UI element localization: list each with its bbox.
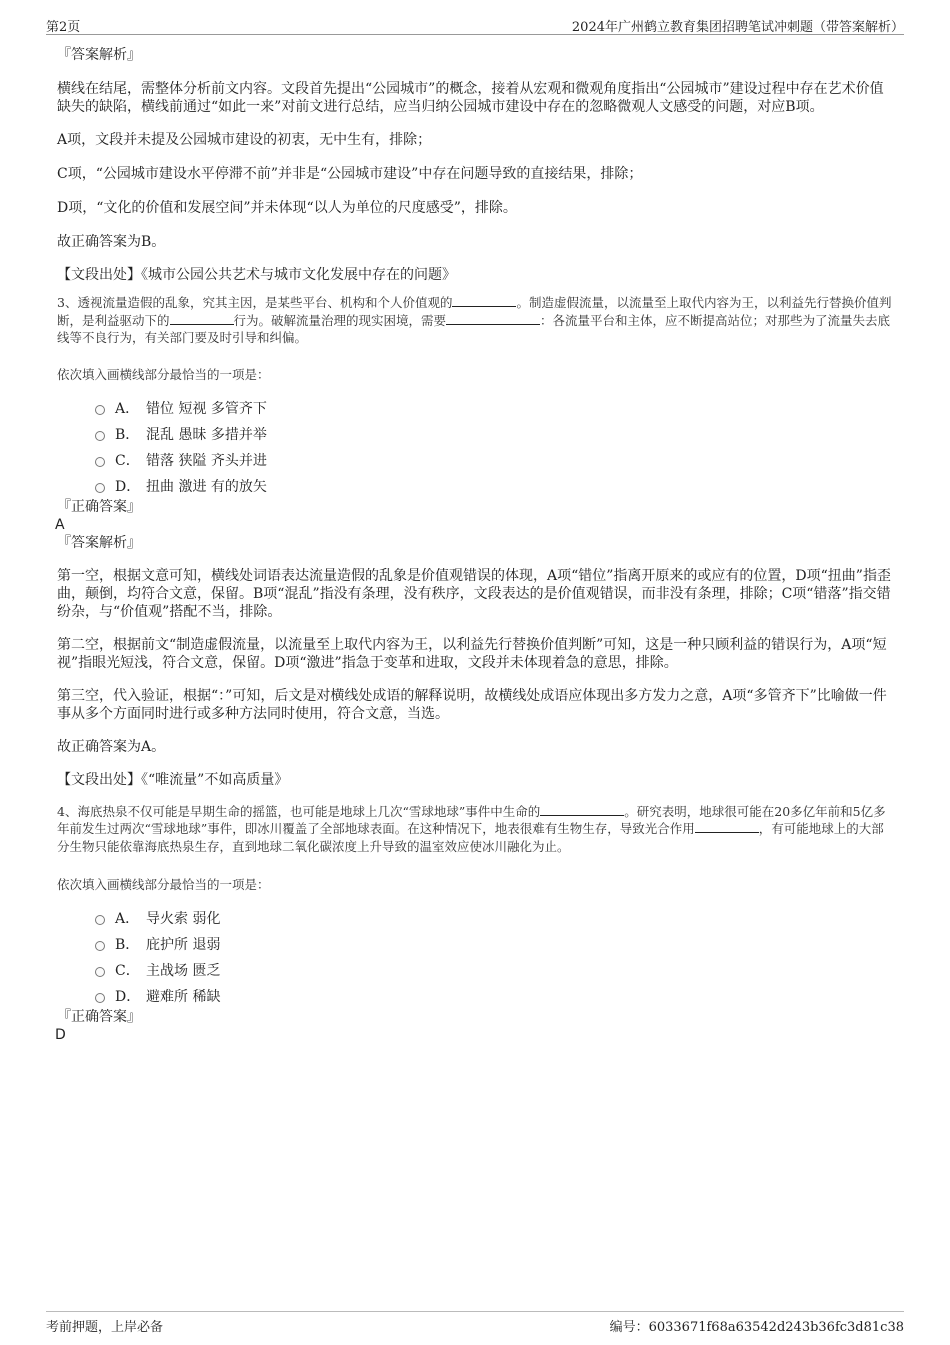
q4-prompt: 依次填入画横线部分最恰当的一项是：	[57, 877, 270, 892]
q2-analysis-title: 『答案解析』	[57, 47, 141, 63]
radio-button-icon[interactable]	[95, 993, 105, 1003]
radio-button-icon[interactable]	[95, 967, 105, 977]
footer-slogan: 考前押题，上岸必备	[46, 1320, 164, 1335]
q4-option-d[interactable]: D． 避难所 稀缺	[57, 988, 895, 1014]
q3-analysis-para: 第一空，根据文意可知，横线处词语表达流量造假的乱象是价值观错误的体现，A项“错位”指离开原来的或应有的位置，D项“扭曲”指歪曲，颠倒，均符合文意，保留。B项“混乱”指没有条理，没有秩序，文段表达的是价值观错误，而非没有条理，排除；C项“错落”指交错纷杂，与“价值观”搭配不当，排除。	[57, 567, 891, 620]
blank-line	[452, 295, 516, 307]
blank-line	[170, 313, 234, 325]
q3-option-a[interactable]: A． 错位 短视 多管齐下	[57, 400, 895, 426]
q3-answer-title: 『正确答案』	[57, 498, 141, 515]
q2-source: 【文段出处】《城市公园公共艺术与城市文化发展中存在的问题》	[57, 267, 456, 283]
radio-button-icon[interactable]	[95, 915, 105, 925]
q3-answer: A	[55, 516, 65, 533]
q3-stem: 3、透视流量造假的乱象，究其主因，是某些平台、机构和个人价值观的 。制造虚假流量，以流量至上取代内容为王，以利益先行替换价值判断，是利益驱动下的 行为。破解流量治理的现实困境，需要 ：各流量平台和主体，应不断提高站位；对那些为了流量失去底线等不良行为，有关部门要及时引导和纠偏。	[57, 295, 892, 345]
page-footer	[46, 1311, 904, 1334]
page-number: 第2页	[46, 20, 81, 35]
document-title: 2024年广州鹤立教育集团招聘笔试冲刺题（带答案解析）	[571, 20, 904, 35]
footer-serial-number: 编号：6033671f68a63542d243b36fc3d81c38	[609, 1320, 904, 1335]
q2-analysis-para: 横线在结尾，需整体分析前文内容。文段首先提出“公园城市”的概念，接着从宏观和微观角度指出“公园城市”建设过程中存在艺术价值缺失的缺陷，横线前通过“如此一来”对前文进行总结，应当归纳公园城市建设中存在的忽略微观人文感受的问题，对应B项。	[57, 81, 884, 115]
blank-line	[695, 821, 759, 833]
q3-source: 【文段出处】《“唯流量”不如高质量》	[57, 771, 289, 788]
q4-answer: D	[55, 1027, 66, 1043]
radio-button-icon[interactable]	[95, 483, 105, 493]
q3-option-d[interactable]: D． 扭曲 激进 有的放矢	[57, 478, 895, 504]
radio-button-icon[interactable]	[95, 457, 105, 467]
q3-analysis-para: 第二空，根据前文“制造虚假流量，以流量至上取代内容为王，以利益先行替换价值判断”可知，这是一种只顾利益的错误行为，A项“短视”指眼光短浅，符合文意，保留。D项“激进”指急于变革和进取，文段并未体现着急的意思，排除。	[57, 636, 887, 671]
q4-option-b[interactable]: B． 庇护所 退弱	[57, 936, 895, 962]
q3-analysis-title: 『答案解析』	[57, 534, 141, 551]
page-content	[57, 46, 895, 1044]
radio-button-icon[interactable]	[95, 941, 105, 951]
blank-line	[446, 313, 540, 325]
q3-option-c[interactable]: C． 错落 狭隘 齐头并进	[57, 452, 895, 478]
q4-options	[57, 910, 895, 1014]
q3-conclusion: 故正确答案为A。	[57, 738, 166, 755]
q2-conclusion: 故正确答案为B。	[57, 234, 166, 250]
q4-stem: 4、海底热泉不仅可能是早期生命的摇篮，也可能是地球上几次“雪球地球”事件中生命的 。研究表明，地球很可能在20多亿年前和5亿多年前发生过两次“雪球地球”事件，即冰川覆盖了全部地球表面。在这种情况下，地表很难有生物生存，导致光合作用 ，有可能地球上的大部分生物只能依靠海底热泉生存，直到地球二氧化碳浓度上升导致的温室效应使冰川融化为止。	[57, 803, 886, 854]
radio-button-icon[interactable]	[95, 431, 105, 441]
q2-analysis-para: A项，文段并未提及公园城市建设的初衷，无中生有，排除；	[57, 132, 432, 148]
q4-answer-title: 『正确答案』	[57, 1009, 141, 1025]
q2-analysis-para: D项，“文化的价值和发展空间”并未体现“以人为单位的尺度感受”，排除。	[57, 200, 517, 216]
q4-option-a[interactable]: A． 导火索 弱化	[57, 910, 895, 936]
blank-line	[540, 804, 624, 816]
q3-options	[57, 400, 895, 504]
q4-option-c[interactable]: C． 主战场 匮乏	[57, 962, 895, 988]
q3-analysis-para: 第三空，代入验证，根据“：”可知，后文是对横线处成语的解释说明，故横线处成语应体现出多方发力之意，A项“多管齐下”比喻做一件事从多个方面同时进行或多种方法同时使用，符合文意，当选。	[57, 687, 887, 722]
q3-prompt: 依次填入画横线部分最恰当的一项是：	[57, 366, 270, 382]
q2-analysis-para: C项，“公园城市建设水平停滞不前”并非是“公园城市建设”中存在问题导致的直接结果，排除；	[57, 166, 643, 182]
page-header	[46, 14, 904, 35]
q3-option-b[interactable]: B． 混乱 愚昧 多措并举	[57, 426, 895, 452]
radio-button-icon[interactable]	[95, 405, 105, 415]
